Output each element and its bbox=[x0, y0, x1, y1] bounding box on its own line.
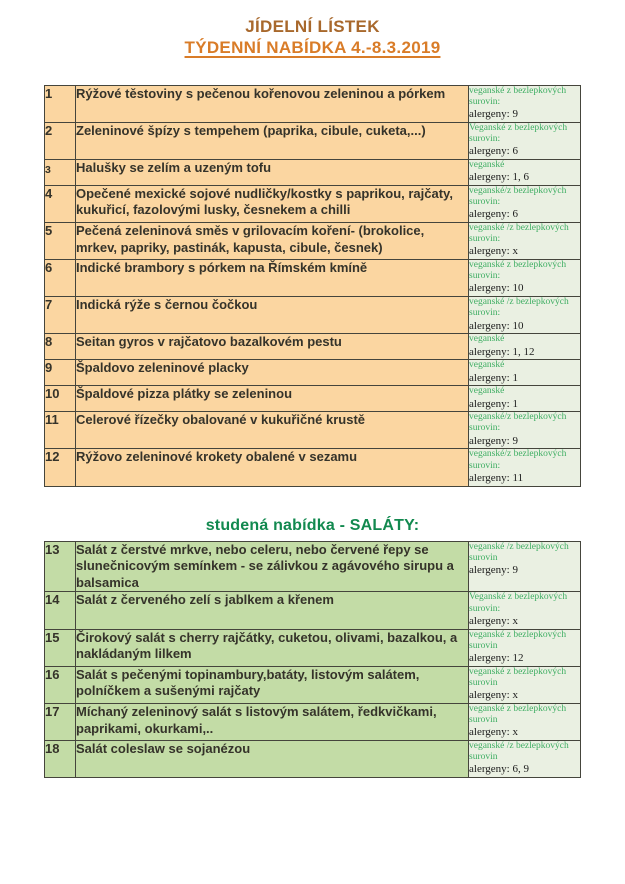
row-number: 18 bbox=[45, 741, 76, 778]
row-number: 17 bbox=[45, 703, 76, 740]
vegan-label: veganské z bezlepkových surovin: bbox=[469, 85, 567, 107]
diet-info-cell bbox=[469, 122, 581, 159]
dish-name: Seitan gyros v rajčatovo bazalkovém pestu bbox=[76, 334, 469, 360]
row-number: 3 bbox=[45, 159, 76, 185]
menu-row bbox=[45, 159, 581, 185]
row-number: 5 bbox=[45, 222, 76, 259]
menu-row bbox=[45, 297, 581, 334]
row-number: 1 bbox=[45, 85, 76, 122]
row-number: 10 bbox=[45, 386, 76, 412]
row-number: 4 bbox=[45, 185, 76, 222]
dish-name: Salát z čerstvé mrkve, nebo celeru, nebo červené řepy se slunečnicovým semínkem - se zálivkou z agávového sirupu a balsamica bbox=[76, 541, 469, 592]
row-number: 13 bbox=[45, 541, 76, 592]
allergens-label: alergeny: 1, 6 bbox=[469, 171, 529, 184]
dish-name: Halušky se zelím a uzeným tofu bbox=[76, 159, 469, 185]
allergens-label: alergeny: 6 bbox=[469, 145, 518, 158]
allergens-label: alergeny: 1, 12 bbox=[469, 345, 535, 358]
allergens-label: alergeny: x bbox=[469, 726, 518, 739]
menu-row bbox=[45, 741, 581, 778]
menu-row bbox=[45, 360, 581, 386]
menu-row bbox=[45, 666, 581, 703]
dish-name: Indická rýže s černou čočkou bbox=[76, 297, 469, 334]
row-number: 2 bbox=[45, 122, 76, 159]
dish-name: Míchaný zeleninový salát s listovým salátem, ředkvičkami, paprikami, okurkami,.. bbox=[76, 703, 469, 740]
row-number: 8 bbox=[45, 334, 76, 360]
allergens-label: alergeny: 10 bbox=[469, 282, 524, 295]
vegan-label: veganské /z bezlepkových surovin bbox=[469, 741, 569, 763]
dish-name: Zeleninové špízy s tempehem (paprika, cibule, cuketa,...) bbox=[76, 122, 469, 159]
menu-row bbox=[45, 541, 581, 592]
salads-rows bbox=[45, 541, 581, 778]
salads-table bbox=[44, 541, 581, 779]
allergens-label: alergeny: 1 bbox=[469, 371, 518, 384]
vegan-label: Veganské z bezlepkových surovin: bbox=[469, 592, 568, 614]
dish-name: Salát coleslaw se sojanézou bbox=[76, 741, 469, 778]
vegan-label: veganské bbox=[469, 159, 505, 170]
menu-row bbox=[45, 386, 581, 412]
vegan-label: veganské z bezlepkových surovin bbox=[469, 629, 567, 651]
vegan-label: veganské/z bezlepkových surovin: bbox=[469, 412, 567, 434]
dish-name: Celerové řízečky obalované v kukuřičné krustě bbox=[76, 412, 469, 449]
allergens-label: alergeny: 10 bbox=[469, 319, 524, 332]
diet-info-cell bbox=[469, 629, 581, 666]
row-number: 14 bbox=[45, 592, 76, 629]
row-number: 6 bbox=[45, 260, 76, 297]
vegan-label: veganské bbox=[469, 334, 505, 345]
vegan-label: veganské /z bezlepkových surovin: bbox=[469, 297, 569, 319]
allergens-label: alergeny: x bbox=[469, 245, 518, 258]
menu-row bbox=[45, 122, 581, 159]
dish-name: Špaldové pizza plátky se zeleninou bbox=[76, 386, 469, 412]
dish-name: Čirokový salát s cherry rajčátky, cuketou, olivami, bazalkou, a nakládaným lilkem bbox=[76, 629, 469, 666]
row-number: 11 bbox=[45, 412, 76, 449]
menu-row bbox=[45, 629, 581, 666]
dish-name: Opečené mexické sojové nudličky/kostky s paprikou, rajčaty, kukuřicí, fazolovými lusky, česnekem a chilli bbox=[76, 185, 469, 222]
menu-row bbox=[45, 222, 581, 259]
dish-name: Salát s pečenými topinambury,batáty, listovým salátem, polníčkem a sušenými rajčaty bbox=[76, 666, 469, 703]
diet-info-cell bbox=[469, 386, 581, 412]
diet-info-cell bbox=[469, 260, 581, 297]
vegan-label: veganské /z bezlepkových surovin bbox=[469, 541, 569, 563]
diet-info-cell bbox=[469, 703, 581, 740]
vegan-label: veganské/z bezlepkových surovin: bbox=[469, 185, 567, 207]
diet-info-cell bbox=[469, 666, 581, 703]
diet-info-cell bbox=[469, 449, 581, 486]
salads-section-heading: studená nabídka - SALÁTY: bbox=[205, 516, 420, 534]
menu-row bbox=[45, 412, 581, 449]
diet-info-cell bbox=[469, 412, 581, 449]
vegan-label: veganské/z bezlepkových surovin: bbox=[469, 449, 567, 471]
allergens-label: alergeny: 11 bbox=[469, 471, 524, 484]
menu-row bbox=[45, 334, 581, 360]
row-number: 9 bbox=[45, 360, 76, 386]
weekly-menu-rows bbox=[45, 85, 581, 486]
menu-row bbox=[45, 85, 581, 122]
diet-info-cell bbox=[469, 159, 581, 185]
vegan-label: veganské /z bezlepkových surovin: bbox=[469, 222, 569, 245]
diet-info-cell bbox=[469, 222, 581, 259]
page-subtitle: TÝDENNÍ NABÍDKA 4.-8.3.2019 bbox=[184, 38, 441, 58]
menu-row bbox=[45, 260, 581, 297]
vegan-label: veganské z bezlepkových surovin bbox=[469, 703, 567, 726]
menu-row bbox=[45, 592, 581, 629]
dish-name: Salát z červeného zelí s jablkem a křenem bbox=[76, 592, 469, 629]
menu-row bbox=[45, 703, 581, 740]
page-header bbox=[0, 0, 625, 59]
dish-name: Rýžové těstoviny s pečenou kořenovou zeleninou a pórkem bbox=[76, 85, 469, 122]
allergens-label: alergeny: 9 bbox=[469, 434, 518, 447]
vegan-label: veganské z bezlepkových surovin bbox=[469, 666, 567, 688]
diet-info-cell bbox=[469, 741, 581, 778]
row-number: 12 bbox=[45, 449, 76, 486]
diet-info-cell bbox=[469, 541, 581, 592]
diet-info-cell bbox=[469, 297, 581, 334]
weekly-menu-table bbox=[44, 85, 581, 487]
allergens-label: alergeny: 9 bbox=[469, 563, 518, 576]
diet-info-cell bbox=[469, 334, 581, 360]
allergens-label: alergeny: 12 bbox=[469, 652, 524, 664]
diet-info-cell bbox=[469, 360, 581, 386]
diet-info-cell bbox=[469, 185, 581, 222]
vegan-label: veganské z bezlepkových surovin: bbox=[469, 260, 567, 282]
row-number: 16 bbox=[45, 666, 76, 703]
dish-name: Špaldovo zeleninové placky bbox=[76, 360, 469, 386]
allergens-label: alergeny: 1 bbox=[469, 397, 518, 410]
menu-row bbox=[45, 185, 581, 222]
dish-name: Rýžovo zeleninové krokety obalené v sezamu bbox=[76, 449, 469, 486]
allergens-label: alergeny: x bbox=[469, 689, 518, 702]
allergens-label: alergeny: 6 bbox=[469, 208, 518, 221]
row-number: 15 bbox=[45, 629, 76, 666]
vegan-label: veganské bbox=[469, 386, 505, 397]
allergens-label: alergeny: 6, 9 bbox=[469, 763, 529, 776]
menu-row bbox=[45, 449, 581, 486]
dish-name: Indické brambory s pórkem na Římském kmíně bbox=[76, 260, 469, 297]
dish-name: Pečená zeleninová směs v grilovacím koření- (brokolice, mrkev, papriky, pastinák, kapusta, cibule, česnek) bbox=[76, 222, 469, 259]
vegan-label: veganské bbox=[469, 360, 505, 371]
vegan-label: Veganské z bezlepkových surovin: bbox=[469, 122, 568, 144]
allergens-label: alergeny: x bbox=[469, 614, 518, 627]
allergens-label: alergeny: 9 bbox=[469, 107, 518, 120]
diet-info-cell bbox=[469, 592, 581, 629]
diet-info-cell bbox=[469, 85, 581, 122]
page-title: JÍDELNÍ LÍSTEK bbox=[245, 17, 380, 36]
row-number: 7 bbox=[45, 297, 76, 334]
